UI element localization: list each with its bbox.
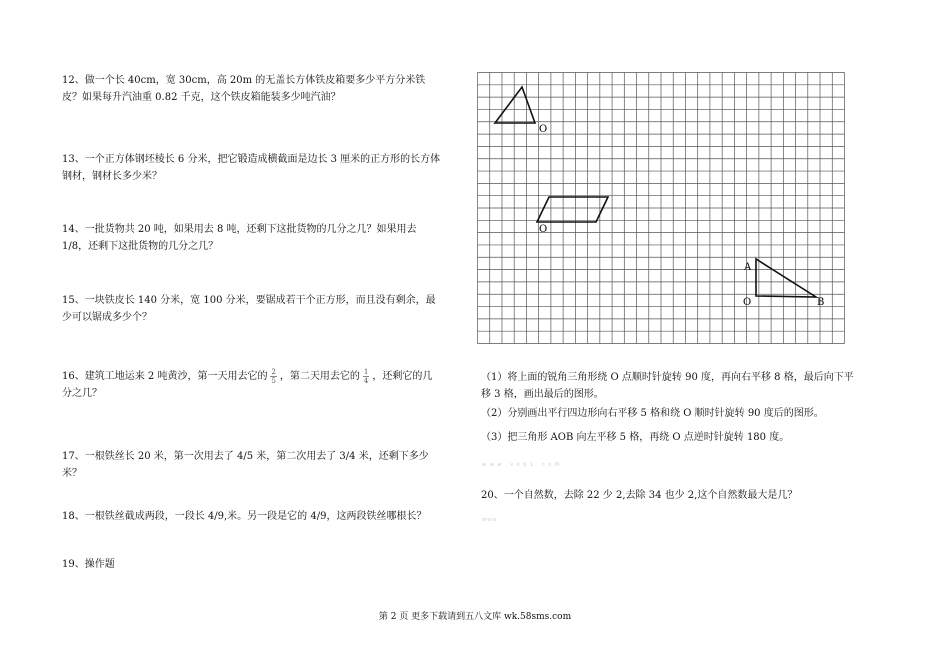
faint-watermark: w w w . x k b 1 . c o M <box>482 462 561 468</box>
fraction-numerator: 1 <box>363 368 369 376</box>
question-18: 18、一根铁丝截成两段，一段长 4/9,米。另一段是它的 4/9，这两段铁丝哪根长？ <box>62 511 427 522</box>
question-14: 14、一批货物共 20 吨，如果用去 8 吨，还剩下这批货物的几分之几？如果用去 1/8，还剩下这批货物的几分之几？ <box>62 224 417 252</box>
point-o-label: O <box>539 124 548 135</box>
point-b-label: B <box>817 297 825 308</box>
fraction-denominator: 5 <box>271 377 276 385</box>
point-a-label: A <box>744 262 752 273</box>
question-20: 20、一个自然数，去除 22 少 2,去除 34 也少 2,这个自然数最大是几？ <box>481 490 798 501</box>
question-17: 17、一根铁丝长 20 米，第一次用去了 4/5 米，第二次用去了 3/4 米，还剩下多少米？ <box>62 451 429 479</box>
task-3: （3）把三角形 AOB 向左平移 5 格，再绕 O 点逆时针旋转 180 度。 <box>481 432 790 443</box>
fraction-denominator: 4 <box>363 377 369 385</box>
faint-watermark: www <box>482 517 498 523</box>
question-19: 19、操作题 <box>62 559 115 570</box>
question-16-text-1: 16、建筑工地运来 2 吨黄沙，第一天用去它的 <box>62 371 268 382</box>
task-1: （1）将上面的锐角三角形绕 O 点顺时针旋转 90 度，再向右平移 8 格，最后向下平移 3 格，画出最后的图形。 <box>481 372 854 400</box>
point-o-label: O <box>539 224 548 235</box>
task-2: （2）分别画出平行四边形向右平移 5 格和绕 O 顺时针旋转 90 度后的图形。 <box>481 408 824 419</box>
page-footer: 第 2 页 更多下载请到五八文库 wk.58sms.com <box>378 612 572 622</box>
fraction-numerator: 2 <box>271 368 276 376</box>
question-15: 15、一块铁皮长 140 分米，宽 100 分米，要锯成若干个正方形，而且没有剩余，最少可以锯成多少个？ <box>62 295 436 323</box>
question-16-text-2: ，第二天用去它的 <box>279 371 360 382</box>
grid-diagram <box>477 72 845 344</box>
grid-lines <box>478 73 845 344</box>
fraction-one-fourth <box>363 368 369 385</box>
question-16-text-3: ，还剩它的几分之几？ <box>62 371 433 399</box>
acute-triangle <box>495 87 535 123</box>
question-13: 13、一个正方体钢坯棱长 6 分米，把它锻造成横截面是边长 3 厘米的正方形的长方体钢材，钢材长多少米？ <box>62 154 441 182</box>
parallelogram <box>537 197 608 222</box>
triangle-aob <box>756 259 816 297</box>
fraction-two-fifths <box>270 368 276 385</box>
question-12: 12、做一个长 40cm，宽 30cm，高 20m 的无盖长方体铁皮箱要多少平方分米铁皮？如果每升汽油重 0.82 千克，这个铁皮箱能装多少吨汽油？ <box>62 75 426 103</box>
point-o-label: O <box>743 297 752 308</box>
question-16 <box>62 368 442 402</box>
